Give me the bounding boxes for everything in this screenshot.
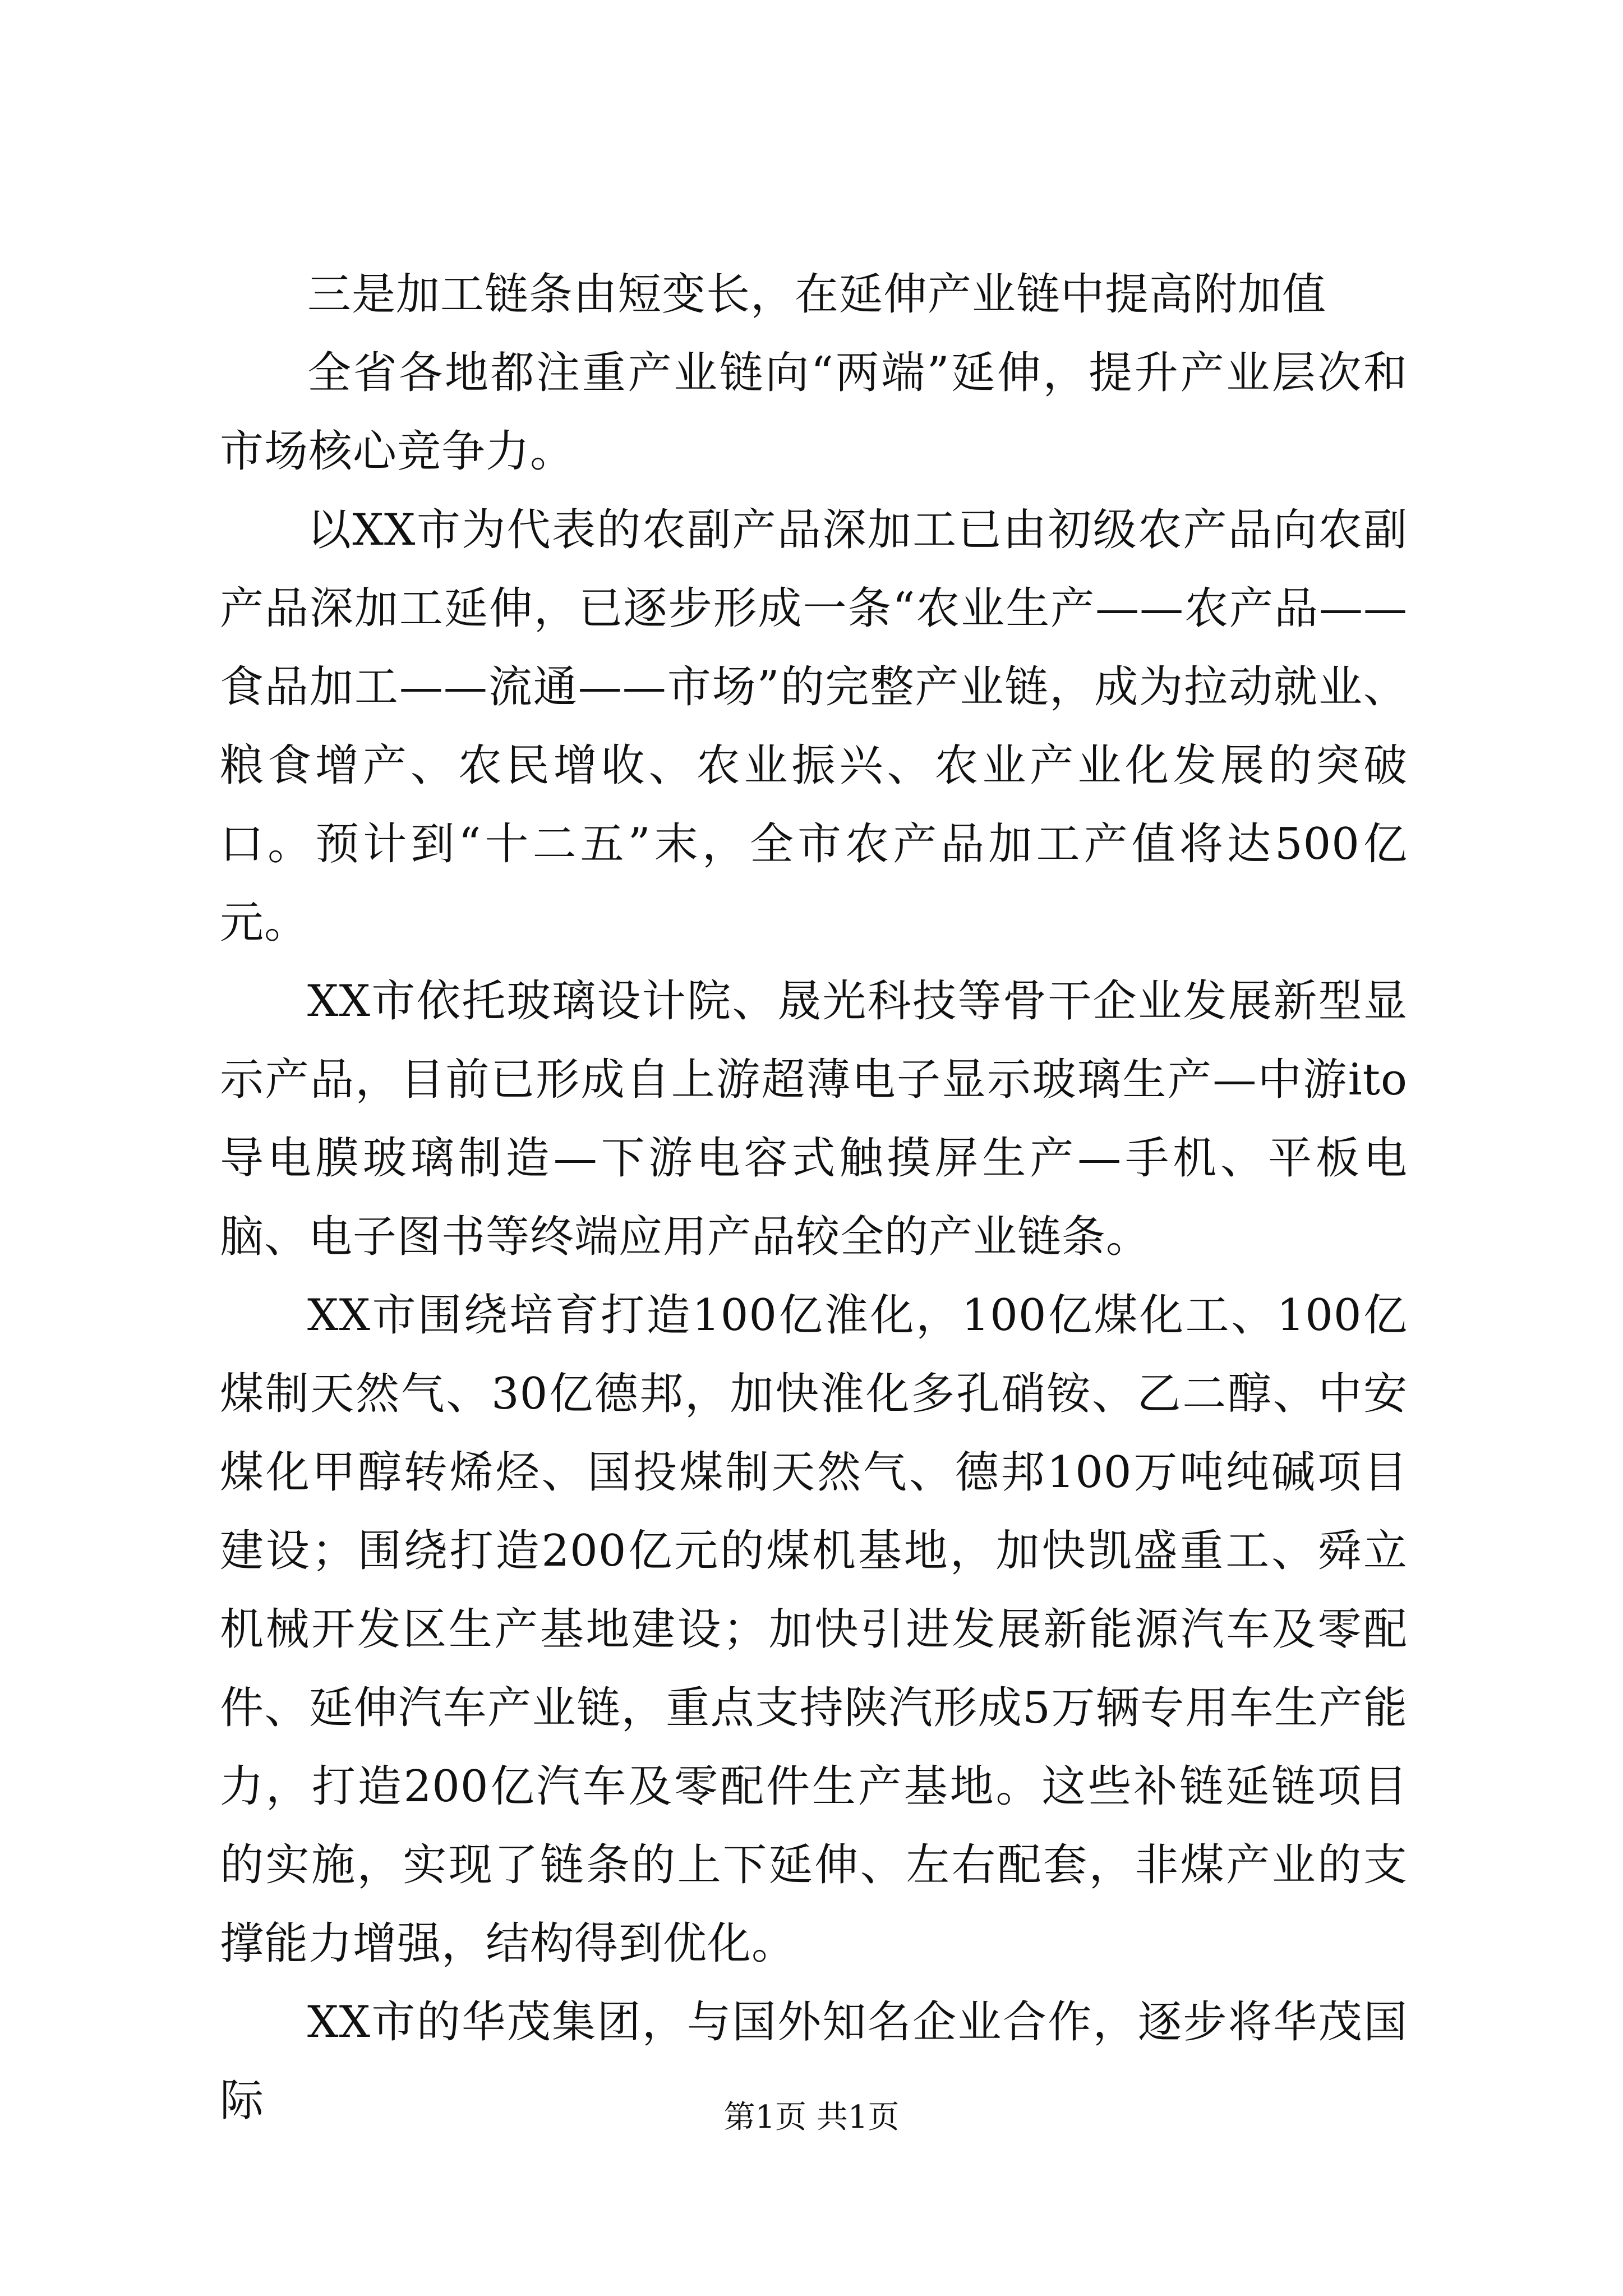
paragraph: 以XX市为代表的农副产品深加工已由初级农产品向农副产品深加工延伸，已逐步形成一条“农业生产——农产品——食品加工——流通——市场”的完整产业链，成为拉动就业、粮食增产、农民增收、农业振兴、农业产业化发展的突破口。预计到“十二五”末，全市农产品加工产值将达500亿元。	[220, 505, 1408, 948]
page-number-footer: 第1页 共1页	[723, 2099, 900, 2136]
paragraph: XX市围绕培育打造100亿淮化，100亿煤化工、100亿煤制天然气、30亿德邦，加快淮化多孔硝铵、乙二醇、中安煤化甲醇转烯烃、国投煤制天然气、德邦100万吨纯碱项目建设；围绕打造200亿元的煤机基地，加快凯盛重工、舜立机械开发区生产基地建设；加快引进发展新能源汽车及零配件、延伸汽车产业链，重点支持陕汽形成5万辆专用车生产能力，打造200亿汽车及零配件生产基地。这些补链延链项目的实施，实现了链条的上下延伸、左右配套，非煤产业的支撑能力增强，结构得到优化。	[220, 1290, 1408, 1969]
paragraph: 全省各地都注重产业链向“两端”延伸，提升产业层次和市场核心竞争力。	[220, 348, 1408, 477]
document-body	[220, 255, 1408, 2140]
paragraph: XX市依托玻璃设计院、晟光科技等骨干企业发展新型显示产品，目前已形成自上游超薄电子显示玻璃生产—中游ito导电膜玻璃制造—下游电容式触摸屏生产—手机、平板电脑、电子图书等终端应用产品较全的产业链条。	[220, 976, 1408, 1262]
paragraph-heading: 三是加工链条由短变长，在延伸产业链中提高附加值	[307, 269, 1327, 320]
paragraph: XX市的华茂集团，与国外知名企业合作，逐步将华茂国际	[220, 1997, 1408, 2126]
